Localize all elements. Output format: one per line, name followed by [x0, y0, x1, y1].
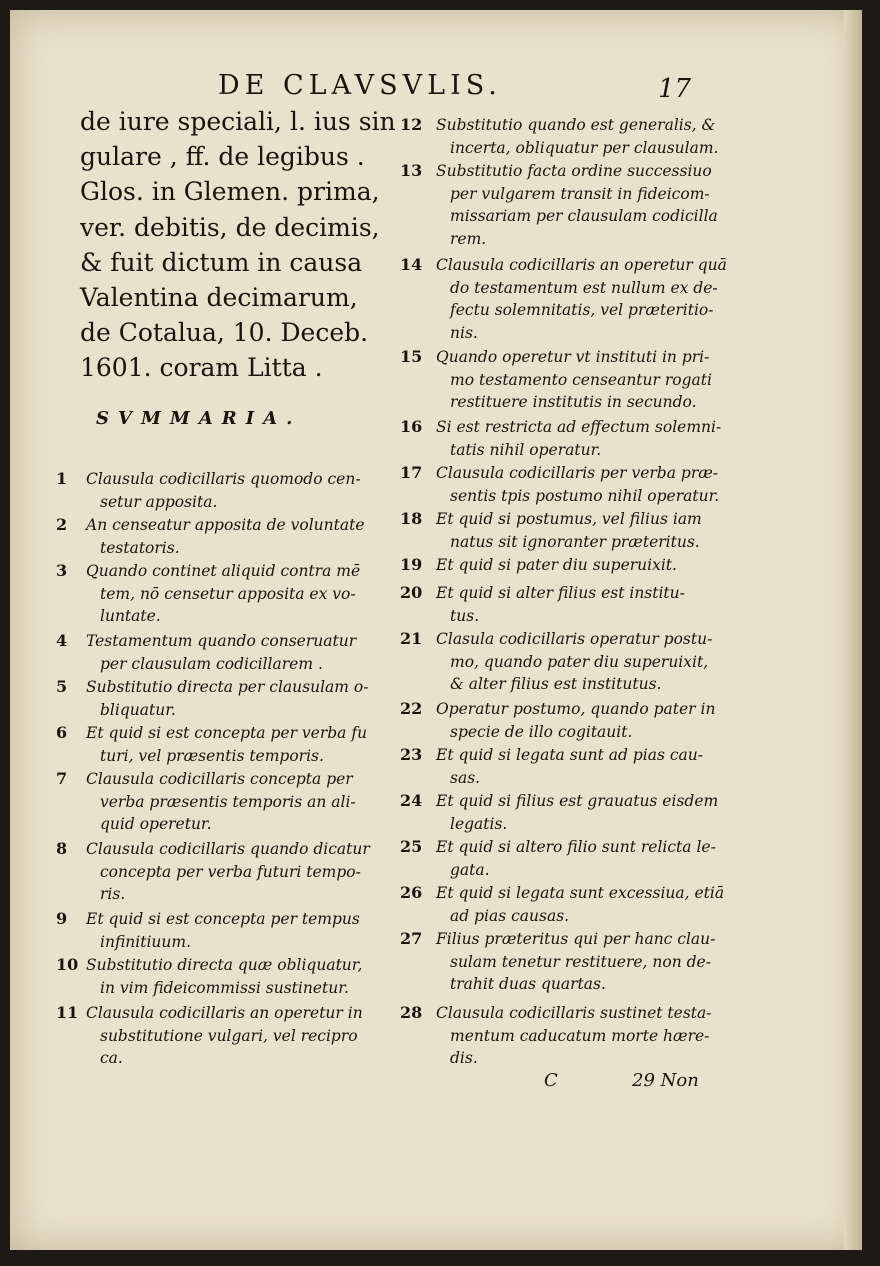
entry-number: 25	[400, 837, 423, 856]
summary-entry	[400, 1002, 712, 1070]
entry-text-line: specie de illo cogitauit.	[450, 722, 633, 741]
entry-number: 22	[400, 699, 423, 718]
entry-number: 20	[400, 583, 423, 602]
body-line: gulare , ff. de legibus .	[80, 142, 365, 172]
entry-number: 15	[400, 347, 423, 366]
running-head: DE CLAVSVLIS.	[218, 70, 502, 101]
summary-entry	[56, 722, 368, 767]
summary-entry	[400, 582, 685, 627]
summary-entry	[400, 790, 719, 835]
entry-number: 23	[400, 745, 423, 764]
summary-entry	[56, 768, 356, 836]
body-line: Glos. in Glemen. prima,	[80, 177, 380, 207]
entry-number: 16	[400, 417, 423, 436]
entry-text-line: Substitutio quando est generalis, &	[436, 116, 716, 134]
entry-text-line: infinitiuum.	[100, 932, 191, 951]
entry-number: 18	[400, 509, 423, 528]
body-line: de iure speciali, l. ius sin	[80, 107, 396, 136]
entry-text-line: per vulgarem transit in fideicom-	[450, 184, 710, 203]
entry-text-line: tus.	[450, 606, 480, 625]
page-edge	[844, 10, 862, 1250]
entry-text-line: natus sit ignoranter præteritus.	[450, 532, 700, 551]
entry-text-line: Clausula codicillaris sustinet testa-	[436, 1004, 712, 1022]
entry-text-line: per clausulam codicillarem .	[100, 654, 323, 673]
entry-text-line: sas.	[450, 768, 481, 787]
entry-number: 21	[400, 629, 423, 648]
entry-text-line: bliquatur.	[100, 700, 176, 719]
entry-text-line: Clasula codicillaris operatur postu-	[436, 630, 713, 648]
entry-number: 2	[56, 515, 68, 534]
summary-entry	[400, 628, 713, 696]
entry-text-line: dis.	[450, 1049, 478, 1068]
entry-text-line: Et quid si postumus, vel filius iam	[436, 510, 702, 528]
entry-text-line: Clausula codicillaris per verba præ-	[436, 464, 719, 482]
entry-text-line: mo testamento censeantur rogati	[450, 370, 712, 389]
entry-text-line: Et quid si pater diu superuixit.	[436, 556, 677, 574]
entry-text-line: sulam tenetur restituere, non de-	[450, 952, 711, 971]
entry-text-line: Substitutio directa per clausulam o-	[86, 678, 369, 696]
entry-text-line: Clausula codicillaris concepta per	[86, 770, 353, 788]
entry-text-line: An censeatur apposita de voluntate	[86, 516, 365, 534]
entry-number: 26	[400, 883, 423, 902]
summary-entry	[56, 630, 357, 675]
signature-mark: C	[544, 1070, 558, 1091]
entry-text-line: ad pias causas.	[450, 906, 570, 925]
entry-text-line: Substitutio facta ordine successiuo	[436, 162, 712, 180]
entry-text-line: legatis.	[450, 814, 508, 833]
page-number: 17	[658, 74, 692, 104]
entry-text-line: Substitutio directa quæ obliquatur,	[86, 956, 363, 974]
entry-text-line: luntate.	[100, 607, 161, 626]
entry-text-line: testatoris.	[100, 538, 180, 557]
entry-text-line: trahit duas quartas.	[450, 975, 606, 994]
entry-number: 27	[400, 929, 423, 948]
summary-entry	[56, 560, 361, 628]
summary-entry	[400, 254, 727, 344]
entry-number: 8	[56, 839, 68, 858]
summary-entry	[400, 114, 719, 159]
entry-text-line: substitutione vulgari, vel recipro	[100, 1026, 358, 1045]
entry-text-line: mentum caducatum morte hære-	[450, 1026, 710, 1045]
body-line: & fuit dictum in causa	[80, 247, 363, 277]
summaria-heading: SVMMARIA.	[96, 408, 302, 429]
summary-entry	[56, 1002, 363, 1070]
summary-entry	[400, 508, 702, 553]
summary-entry	[400, 836, 716, 881]
entry-text-line: rem.	[450, 229, 487, 248]
body-text	[80, 104, 396, 386]
entry-text-line: Clausula codicillaris quando dicatur	[86, 840, 370, 858]
entry-text-line: gata.	[450, 860, 490, 879]
summary-entry	[400, 462, 720, 507]
summary-entry	[56, 676, 369, 721]
entry-text-line: mo, quando pater diu superuixit,	[450, 652, 709, 671]
summary-entry	[400, 416, 722, 461]
entry-text-line: Clausula codicillaris quomodo cen-	[86, 470, 361, 488]
entry-number: 6	[56, 723, 68, 742]
entry-text-line: Clausula codicillaris an operetur in	[86, 1004, 363, 1022]
summary-entry	[400, 554, 677, 577]
entry-number: 19	[400, 555, 423, 574]
entry-text-line: concepta per verba futuri tempo-	[100, 862, 361, 881]
entry-text-line: Quando continet aliquid contra mē	[86, 562, 361, 580]
entry-number: 17	[400, 463, 423, 482]
entry-number: 3	[56, 561, 68, 580]
entry-text-line: Si est restricta ad effectum solemni-	[436, 418, 722, 436]
entry-text-line: turi, vel præsentis temporis.	[100, 746, 324, 765]
summary-entry	[400, 882, 725, 927]
entry-text-line: Et quid si est concepta per tempus	[86, 910, 360, 928]
entry-number: 9	[56, 909, 68, 928]
entry-number: 28	[400, 1003, 423, 1022]
entry-text-line: Et quid si filius est grauatus eisdem	[436, 792, 719, 810]
entry-text-line: Et quid si legata sunt ad pias cau-	[436, 746, 704, 764]
entry-number: 4	[56, 631, 68, 650]
entry-number: 1	[56, 469, 68, 488]
body-line: ver. debitis, de decimis,	[80, 212, 380, 242]
body-line: 1601. coram Litta .	[80, 353, 323, 383]
entry-text-line: fectu solemnitatis, vel præteritio-	[450, 301, 714, 320]
entry-text-line: Testamentum quando conseruatur	[86, 632, 357, 650]
summary-entry	[56, 838, 370, 906]
entry-text-line: in vim fideicommissi sustinetur.	[100, 978, 349, 997]
body-line: de Cotalua, 10. Deceb.	[80, 318, 369, 348]
entry-number: 7	[56, 769, 68, 788]
entry-text-line: incerta, obliquatur per clausulam.	[450, 138, 719, 157]
entry-number: 12	[400, 115, 423, 134]
entry-text-line: setur apposita.	[100, 492, 218, 511]
summary-entry	[56, 908, 360, 953]
entry-text-line: tatis nihil operatur.	[450, 440, 602, 459]
entry-text-line: Quando operetur vt instituti in pri-	[436, 348, 710, 366]
entry-text-line: Et quid si legata sunt excessiua, etiā	[436, 884, 725, 902]
entry-text-line: Operatur postumo, quando pater in	[436, 700, 716, 718]
entry-text-line: restituere institutis in secundo.	[450, 393, 697, 412]
entry-number: 10	[56, 955, 79, 974]
entry-text-line: sentis tpis postumo nihil operatur.	[450, 486, 720, 505]
entry-text-line: nis.	[450, 323, 478, 342]
entry-text-line: Et quid si altero filio sunt relicta le-	[436, 838, 716, 856]
summary-entry	[56, 954, 363, 999]
entry-text-line: ca.	[100, 1049, 123, 1068]
entry-number: 13	[400, 161, 423, 180]
entry-text-line: Et quid si est concepta per verba fu	[86, 724, 368, 742]
entry-text-line: & alter filius est institutus.	[450, 675, 662, 694]
entry-number: 5	[56, 677, 68, 696]
summary-entry	[56, 468, 361, 513]
catchword: 29 Non	[632, 1070, 699, 1091]
body-line: Valentina decimarum,	[80, 283, 358, 313]
summary-entry	[400, 698, 716, 743]
entry-text-line: ris.	[100, 885, 126, 904]
entry-text-line: quid operetur.	[100, 815, 212, 834]
summary-entry	[400, 744, 704, 789]
summary-entry	[400, 346, 712, 414]
entry-text-line: tem, nō censetur apposita ex vo-	[100, 584, 356, 603]
entry-number: 24	[400, 791, 423, 810]
entry-number: 14	[400, 255, 423, 274]
entry-text-line: verba præsentis temporis an ali-	[100, 792, 356, 811]
entry-text-line: do testamentum est nullum ex de-	[450, 278, 718, 297]
entry-text-line: Clausula codicillaris an operetur quā	[436, 256, 727, 274]
summary-entry	[400, 160, 718, 250]
entry-text-line: Et quid si alter filius est institu-	[436, 584, 685, 602]
entry-text-line: missariam per clausulam codicilla	[450, 207, 718, 226]
summary-entry	[400, 928, 716, 996]
entry-text-line: Filius præteritus qui per hanc clau-	[436, 930, 716, 948]
entry-number: 11	[56, 1003, 79, 1022]
summary-entry	[56, 514, 365, 559]
